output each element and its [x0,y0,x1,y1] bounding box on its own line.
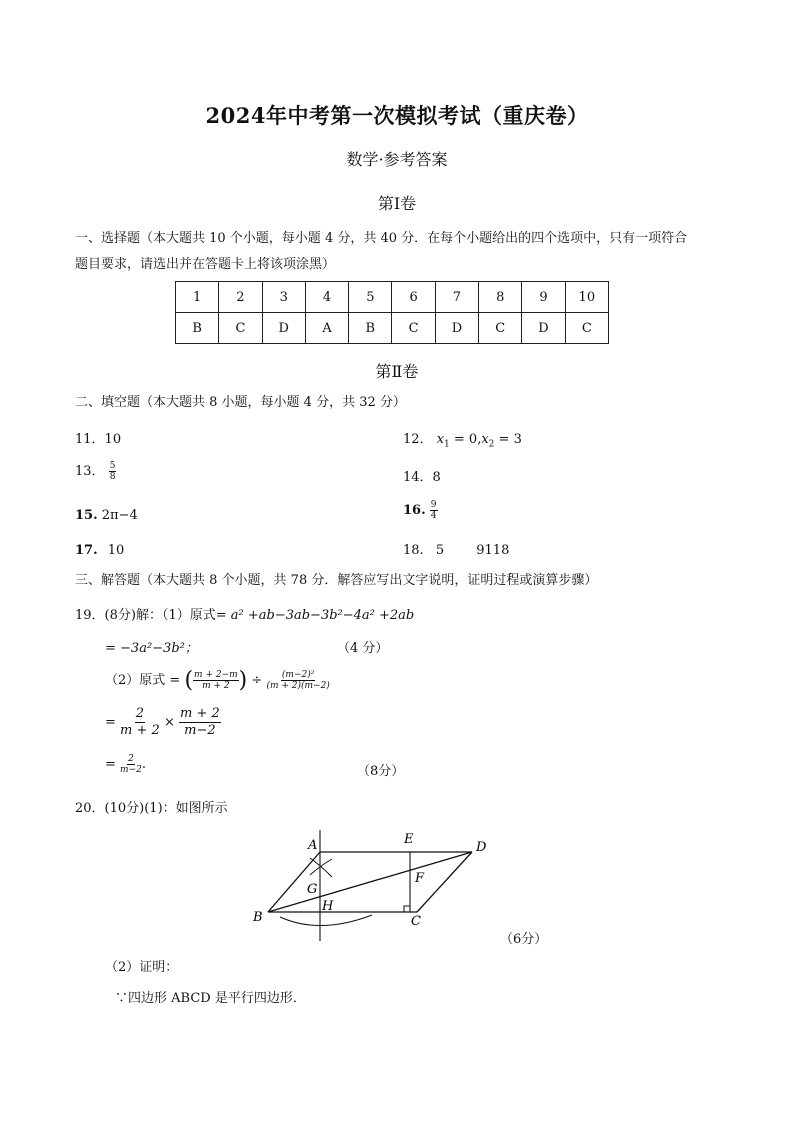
q16-denominator: 4 [430,511,437,521]
answer-table-cell: C [219,313,262,344]
q13-numerator: 5 [109,461,116,471]
edge-dc [417,852,472,912]
arc-bottom [280,915,372,926]
q19-line5: = $\frac{2}{m-2}$ . [105,754,146,775]
q19-p2-f1-denominator: m + 2 [202,681,230,691]
fill-q17 [75,543,124,558]
fill-section-title: 二、填空题（本大题共 8 小题，每小题 4 分，共 32 分） [75,395,406,410]
label-d: D [476,840,487,855]
answer-table-cell: C [565,313,608,344]
q17-number: 17. [75,543,98,558]
q20-proof-line1: ∵四边形 ABCD 是平行四边形． [115,991,306,1006]
answer-table-cell: B [176,313,219,344]
q19-score2: （8分） [357,764,405,779]
answer-table-cell: C [392,313,435,344]
q18-answer2: 9118 [476,543,510,558]
q20-head: 20．(10分)(1)：如图所示 [75,801,228,816]
answer-table-cell: 4 [305,282,348,313]
right-angle-mark [404,906,410,912]
answer-table-cell: D [435,313,478,344]
part2-label: 第Ⅱ卷 [375,362,419,381]
diagonal-bd [268,852,472,912]
q14-answer: 8 [432,470,441,485]
answer-table-cell: 5 [349,282,392,313]
q19-p2-fraction2 [266,670,329,691]
fill-q16 [403,500,438,521]
q19-p2-f1-numerator: m + 2−m [194,670,238,680]
answer-table-cell: 9 [522,282,565,313]
q19-score1: （4 分） [337,641,389,656]
fill-q18 [403,543,509,558]
choice-section-title-line2: 题目要求，请选出并在答题卡上将该项涂黑） [75,257,336,272]
answer-table-cell: 10 [565,282,608,313]
q18-number: 18. [403,543,424,558]
q16-fraction [430,500,438,521]
label-f: F [415,871,425,886]
label-h: H [322,899,334,914]
answer-table-header-row [176,282,609,313]
fill-q11 [75,428,121,447]
q19-div-sign: ÷ [251,673,263,688]
answer-table-cell: D [262,313,305,344]
q19-line2 [105,637,198,656]
answer-table-cell: A [305,313,348,344]
parallelogram-figure [240,825,520,950]
q16-numerator: 9 [430,500,437,510]
q12-number: 12． [403,432,433,447]
q14-number: 14． [403,470,433,485]
q19-l5-fraction [120,754,142,775]
q13-number: 13． [75,464,105,479]
q19-l4-fraction2 [179,706,221,739]
choice-section-title-line1: 一、选择题（本大题共 10 个小题，每小题 4 分，共 40 分．在每个小题给出的四个选项中，只有一项符合 [75,231,688,246]
label-c: C [411,914,421,929]
q19-l4-f2-numerator: m + 2 [180,706,220,721]
q12-eq2: = 3 [494,432,522,447]
label-b: B [253,910,263,925]
q15-number: 15. [75,508,98,523]
q19-head: 19．(8分)解：（1）原式 [75,608,216,623]
page-title: 2024年中考第一次模拟考试（重庆卷） [205,103,589,128]
q19-l4-f1-denominator: m + 2 [120,723,160,738]
answer-table-cell: 6 [392,282,435,313]
answer-table-cell: 7 [435,282,478,313]
q19-part2-head: （2）原式 [105,673,166,688]
label-e: E [404,832,414,847]
q19-times-sign: × [163,715,175,730]
answer-table-cell: 3 [262,282,305,313]
q20-fig-score: （6分） [500,932,548,947]
q16-number: 16. [403,503,426,518]
q12-x1: x [436,432,445,447]
solve-section-title: 三、解答题（本大题共 8 个小题，共 78 分．解答应写出文字说明，证明过程或演算步骤） [75,573,598,588]
q19-l4-fraction1 [120,706,160,739]
q12-sub2: 2 [488,439,495,450]
fill-q12 [403,428,522,450]
answer-table [175,281,609,344]
answer-table-cell: C [479,313,522,344]
fill-q15 [75,508,138,523]
answer-table-cell: B [349,313,392,344]
q19-p2-f2-numerator: (m−2)² [281,670,315,680]
answer-table-cell: 2 [219,282,262,313]
q11-number: 11． [75,432,105,447]
q19-l5-denominator: m−2 [120,765,142,775]
page-subtitle: 数学·参考答案 [346,150,448,169]
q12-sub1: 1 [444,439,450,450]
label-g: G [307,882,318,897]
q19-l4-f2-denominator: m−2 [184,723,216,738]
q17-answer: 10 [107,543,125,558]
q19-line1-expr: = a² +ab−3ab−3b²−4a² +2ab [215,608,415,623]
part1-label: 第Ⅰ卷 [377,194,417,213]
q19-l4-f1-numerator: 2 [135,706,145,721]
q19-line1 [75,604,414,623]
q19-line4: = $\frac{2}{m + 2}$ × $\frac{m + 2}{m-2}$ [105,706,220,738]
q12-x2: x [481,432,489,447]
q18-answer1: 5 [435,543,445,558]
q13-fraction [109,461,117,482]
answer-table-answer-row [176,313,609,344]
q15-answer: 2π−4 [101,508,138,523]
fill-q14 [403,466,441,485]
q19-p2-fraction1 [193,670,239,691]
q13-denominator: 8 [109,472,116,482]
q19-l5-numerator: 2 [128,754,134,764]
fill-q13 [75,460,116,482]
answer-table-cell: D [522,313,565,344]
q19-p2-f2-denominator: (m + 2)(m−2) [266,681,330,691]
label-a: A [308,838,318,853]
q19-line2-expr: = −3a²−3b²； [105,641,198,656]
q20-part2-head: （2）证明： [105,960,179,975]
answer-table-cell: 1 [176,282,219,313]
q11-answer: 10 [104,432,122,447]
q19-line3: （2）原式 = ( $\frac{m + 2-m}{m + 2}$ ) ÷ $\frac{\text{(m−2)²}}{(m + 2)(m-2)}$ [105,668,330,693]
answer-table-cell: 8 [479,282,522,313]
q12-eq1: = 0, [449,432,482,447]
